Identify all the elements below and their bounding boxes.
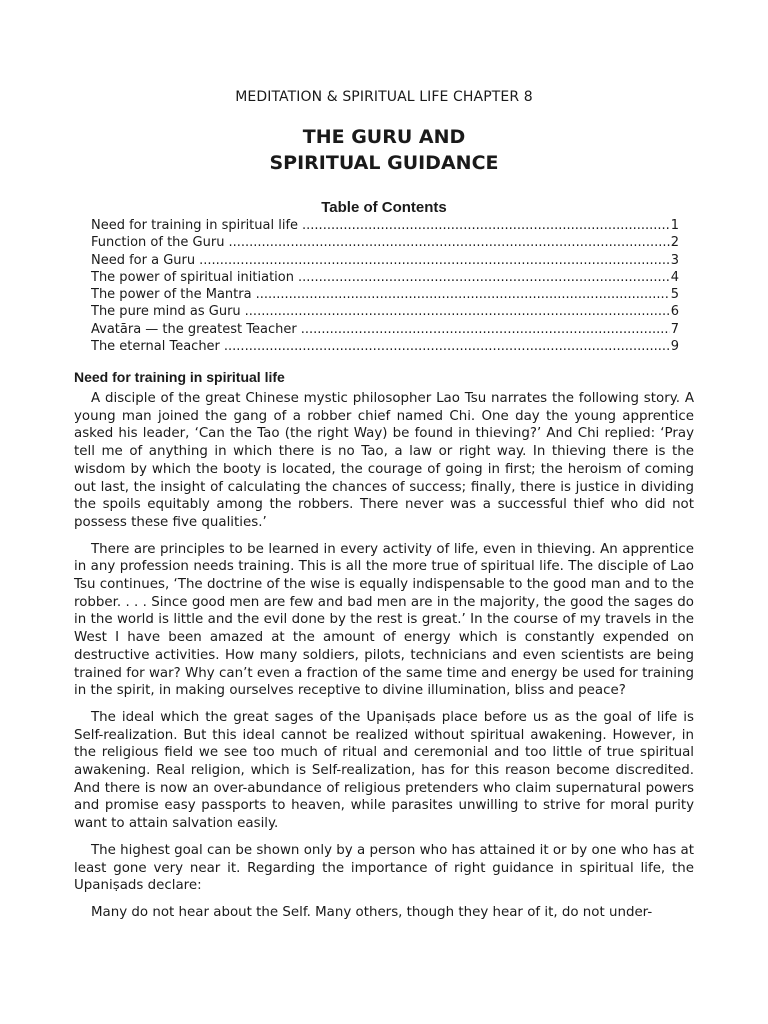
toc-item-page: 7: [670, 321, 679, 337]
toc-item-label: The pure mind as Guru: [91, 304, 241, 320]
toc-item[interactable]: [91, 269, 679, 286]
toc-heading: Table of Contents: [321, 199, 447, 216]
toc-item-page: 4: [670, 269, 679, 285]
toc-leader-dots: [199, 252, 670, 269]
section-body: [74, 390, 694, 931]
toc-leader-dots: [301, 321, 670, 338]
toc-item-label: Avatāra — the greatest Teacher: [91, 321, 297, 337]
body-paragraph: Many do not hear about the Self. Many others, though they hear of it, do not under-: [91, 904, 653, 920]
toc-item[interactable]: [91, 303, 679, 320]
toc-item-label: Need for a Guru: [91, 252, 196, 268]
toc-leader-dots: [228, 234, 669, 251]
body-paragraph: The ideal which the great sages of the Upaniṣads place before us as the goal of life is Self-realization. But this ideal cannot be realized without spiritual awakening. However, in the religious field we see too much of ritual and ceremonial and too little of true spiritual awakening. Real religion, which is Self-realization, has for this reason become discredited. And there is now an over-abundance of religious pretenders who claim supernatural powers and promise easy passports to heaven, while parasites unwilling to strive for moral purity want to attain salvation easily.: [74, 709, 694, 832]
title-line-2: SPIRITUAL GUIDANCE: [269, 152, 499, 174]
table-of-contents: [91, 217, 679, 355]
page-title: [0, 124, 768, 176]
chapter-header: MEDITATION & SPIRITUAL LIFE CHAPTER 8: [235, 89, 533, 105]
toc-item-label: Need for training in spiritual life: [91, 218, 299, 233]
toc-item-label: The power of the Mantra: [91, 287, 252, 303]
toc-leader-dots: [224, 338, 670, 355]
toc-item-page: 9: [670, 339, 679, 355]
toc-leader-dots: [245, 303, 670, 320]
title-line-1: THE GURU AND: [302, 126, 466, 148]
toc-item-label: The power of spiritual initiation: [91, 269, 294, 285]
toc-item[interactable]: [91, 252, 679, 269]
toc-item-page: 2: [670, 235, 679, 251]
body-paragraph: There are principles to be learned in every activity of life, even in thieving. An apprentice in any profession needs training. This is all the more true of spiritual life. The disciple of Lao Tsu continues, ‘The doctrine of the wise is equally indispensable to the good man and to the robber. . . . Since good men are few and bad men are in the majority, the good the sages do in the world is little and the evil done by the rest is great.’ In the course of my travels in the West I have been amazed at the amount of energy which is constantly expended on destructive activities. How many soldiers, pilots, technicians and even scientists are being trained for war? Why can’t even a fraction of the same time and energy be used for training in the spirit, in making ourselves receptive to divine illumination, bliss and peace?: [74, 541, 694, 699]
toc-item[interactable]: [91, 234, 679, 251]
toc-item-page: 6: [670, 304, 679, 320]
toc-item[interactable]: [91, 321, 679, 338]
toc-leader-dots: [298, 269, 670, 286]
toc-item-page: 3: [670, 252, 679, 268]
toc-item[interactable]: [91, 286, 679, 303]
body-paragraph: A disciple of the great Chinese mystic philosopher Lao Tsu narrates the following story. A young man joined the gang of a robber chief named Chi. One day the young apprentice asked his leader, ‘Can the Tao (the right Way) be found in thieving?’ And Chi replied: ‘Pray tell me of anything in which there is no Tao, a law or right way. In thieving there is the wisdom by which the booty is located, the courage of going in first; the heroism of coming out last, the insight of calculating the chances of success; finally, there is justice in dividing the spoils equitably among the robbers. There never was a successful thief who did not possess these five qualities.’: [74, 391, 694, 530]
body-paragraph: The highest goal can be shown only by a person who has attained it or by one who has at least gone very near it. Regarding the importance of right guidance in spiritual life, the Upaniṣads declare:: [74, 842, 694, 894]
toc-item[interactable]: [91, 338, 679, 355]
toc-leader-dots: [302, 217, 670, 234]
toc-leader-dots: [256, 286, 670, 303]
toc-item[interactable]: [91, 217, 679, 234]
toc-item-page: 5: [670, 287, 679, 303]
toc-item-label: The eternal Teacher: [91, 339, 220, 355]
toc-item-page: 1: [670, 218, 679, 233]
section-heading: Need for training in spiritual life: [74, 369, 285, 385]
toc-item-label: Function of the Guru: [91, 235, 225, 251]
